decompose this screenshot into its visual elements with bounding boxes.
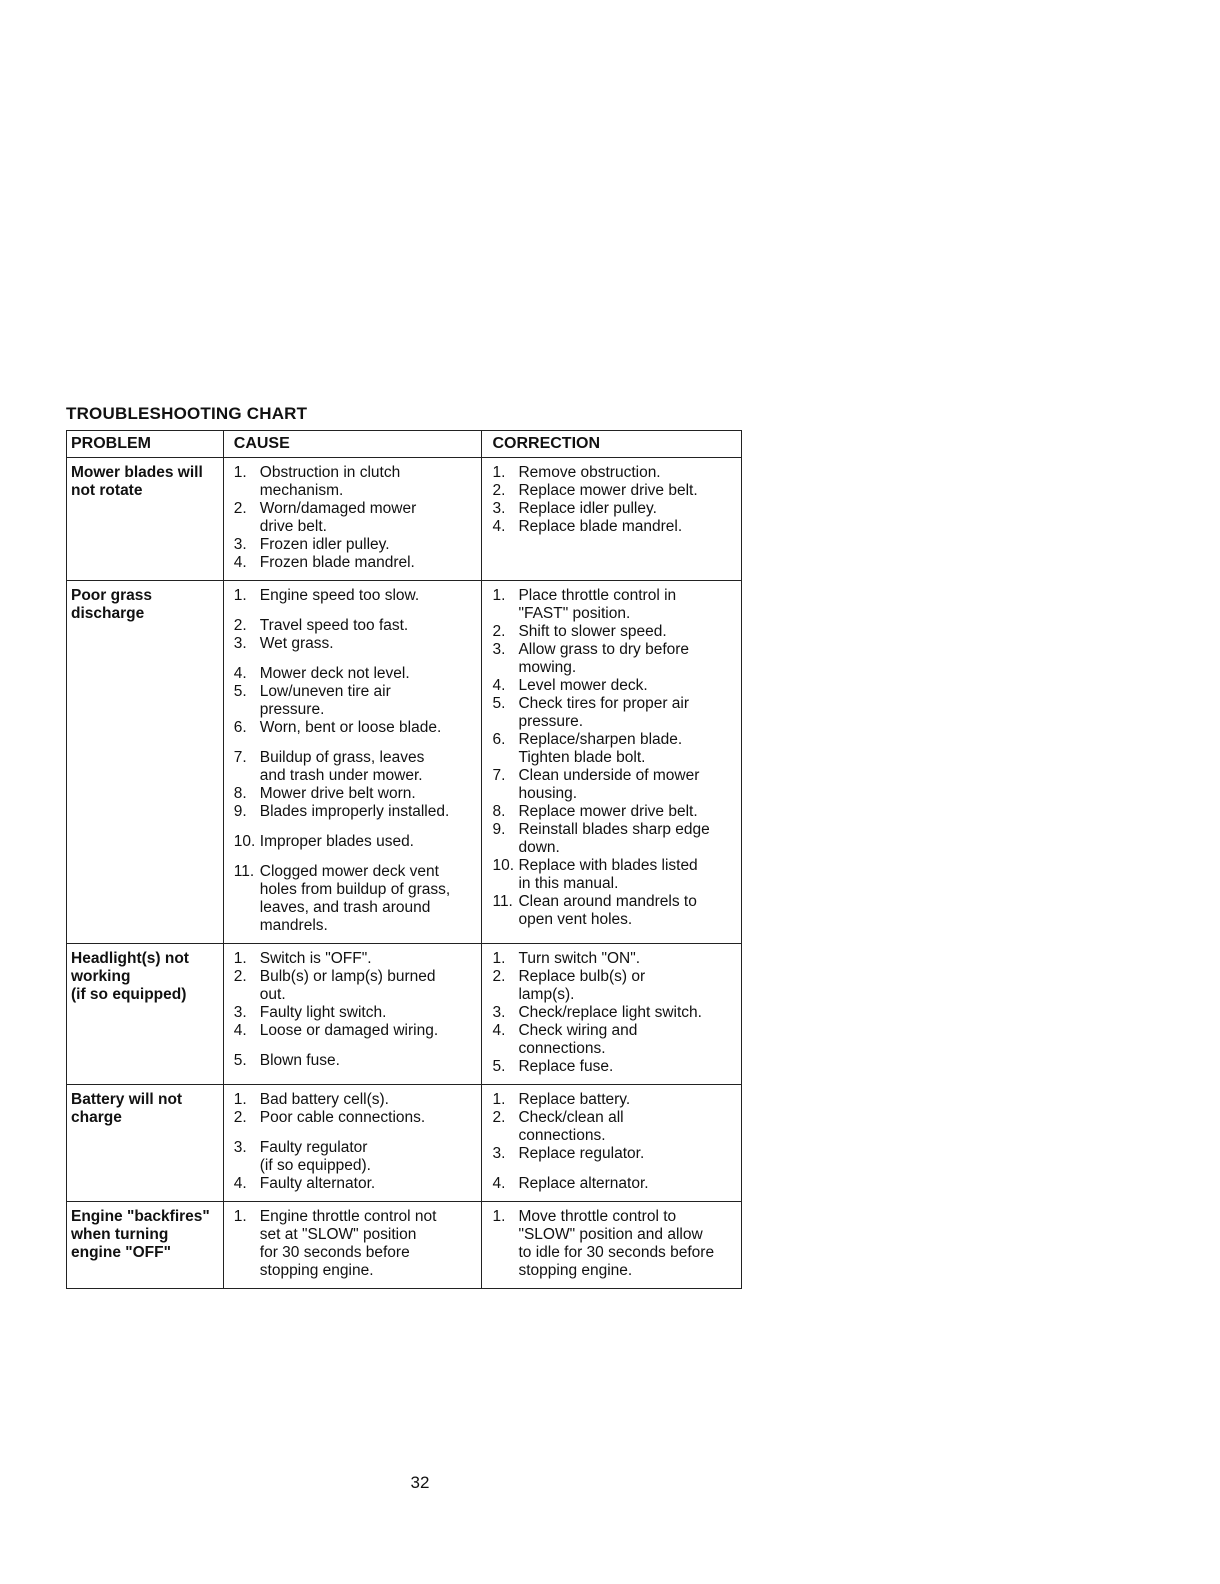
item-number: 1.	[492, 587, 506, 604]
item-number: 1.	[233, 1208, 247, 1225]
problem-text: Engine "backfires" when turning engine "OFF"	[71, 1208, 210, 1261]
item-number: 9.	[233, 803, 247, 820]
correction-item: 7. Clean underside of mower housing.	[492, 767, 700, 802]
table-row	[67, 1085, 742, 1202]
correction-item: 2. Shift to slower speed.	[492, 623, 667, 640]
item-number: 4.	[233, 665, 247, 682]
table-body	[67, 458, 742, 1289]
correction-item: 1. Replace battery.	[492, 1091, 631, 1108]
correction-item: 4. Check wiring and connections.	[492, 1022, 638, 1057]
item-number: 1.	[492, 1091, 506, 1108]
item-number: 5.	[233, 683, 247, 700]
correction-item: 1. Move throttle control to "SLOW" position and allow to idle for 30 seconds before stopping engine.	[492, 1208, 715, 1279]
cause-item: 6. Worn, bent or loose blade.	[233, 719, 442, 736]
cause-list	[234, 464, 476, 572]
cause-item: 3. Wet grass.	[233, 635, 334, 652]
item-number: 9.	[492, 821, 506, 838]
item-number: 7.	[233, 749, 247, 766]
item-number: 2.	[233, 500, 247, 517]
cause-list	[234, 1208, 476, 1280]
table-row	[67, 944, 742, 1085]
cause-item: 4. Faulty alternator.	[233, 1175, 376, 1192]
item-number: 1.	[233, 464, 247, 481]
correction-cell	[482, 1202, 742, 1289]
header-correction: CORRECTION	[482, 431, 742, 458]
cause-list	[234, 587, 476, 935]
cause-item: 1. Obstruction in clutch mechanism.	[233, 464, 401, 499]
correction-item: 2. Replace mower drive belt.	[492, 482, 698, 499]
cause-cell	[223, 944, 482, 1085]
item-number: 11.	[233, 863, 255, 880]
cause-item: 1. Bad battery cell(s).	[233, 1091, 389, 1108]
cause-item: 5. Blown fuse.	[233, 1052, 340, 1069]
problem-text: Mower blades will not rotate	[71, 464, 203, 499]
correction-item: 4. Replace alternator.	[492, 1175, 649, 1192]
correction-list	[492, 950, 735, 1076]
cause-item: 11. Clogged mower deck vent holes from buildup of grass, leaves, and trash around mandrels.	[233, 863, 451, 934]
item-number: 4.	[492, 1175, 506, 1192]
correction-item: 3. Allow grass to dry before mowing.	[492, 641, 690, 676]
item-number: 3.	[492, 500, 506, 517]
correction-item: 3. Check/replace light switch.	[492, 1004, 702, 1021]
cause-item: 3. Frozen idler pulley.	[233, 536, 390, 553]
correction-item: 8. Replace mower drive belt.	[492, 803, 698, 820]
item-number: 3.	[492, 1004, 506, 1021]
cause-item: 4. Loose or damaged wiring.	[233, 1022, 439, 1039]
item-number: 1.	[492, 464, 506, 481]
item-number: 4.	[492, 1022, 506, 1039]
correction-list	[492, 1208, 735, 1280]
item-number: 5.	[492, 1058, 506, 1075]
correction-item: 9. Reinstall blades sharp edge down.	[492, 821, 710, 856]
cause-cell	[223, 1085, 482, 1202]
correction-item: 4. Level mower deck.	[492, 677, 648, 694]
item-number: 10.	[233, 833, 256, 850]
problem-text: Battery will not charge	[71, 1091, 183, 1126]
item-number: 3.	[233, 1139, 247, 1156]
cause-cell	[223, 1202, 482, 1289]
cause-item: 5. Low/uneven tire air pressure.	[233, 683, 391, 718]
cause-item: 4. Frozen blade mandrel.	[233, 554, 415, 571]
item-number: 2.	[492, 968, 506, 985]
item-number: 3.	[492, 641, 506, 658]
correction-list	[492, 464, 735, 536]
item-number: 8.	[233, 785, 247, 802]
item-number: 7.	[492, 767, 506, 784]
cause-cell	[223, 458, 482, 581]
cause-item: 2. Travel speed too fast.	[233, 617, 409, 634]
correction-item: 11. Clean around mandrels to open vent holes.	[492, 893, 697, 928]
item-number: 1.	[233, 1091, 247, 1108]
correction-item: 10. Replace with blades listed in this manual.	[492, 857, 698, 892]
cause-item: 2. Bulb(s) or lamp(s) burned out.	[233, 968, 436, 1003]
correction-item: 2. Check/clean all connections.	[492, 1109, 624, 1144]
item-number: 5.	[492, 695, 506, 712]
problem-cell	[67, 1202, 224, 1289]
cause-list	[234, 950, 476, 1070]
correction-item: 2. Replace bulb(s) or lamp(s).	[492, 968, 646, 1003]
item-number: 1.	[492, 950, 506, 967]
item-number: 1.	[492, 1208, 506, 1225]
item-number: 4.	[233, 554, 247, 571]
item-number: 2.	[233, 968, 247, 985]
problem-text: Headlight(s) not working (if so equipped)	[71, 950, 189, 1003]
correction-item: 5. Check tires for proper air pressure.	[492, 695, 690, 730]
problem-cell	[67, 581, 224, 944]
correction-item: 3. Replace idler pulley.	[492, 500, 657, 517]
item-number: 3.	[233, 1004, 247, 1021]
problem-text: Poor grass discharge	[71, 587, 152, 622]
item-number: 2.	[233, 1109, 247, 1126]
item-number: 3.	[492, 1145, 506, 1162]
table-row	[67, 581, 742, 944]
item-number: 1.	[233, 587, 247, 604]
cause-list	[234, 1091, 476, 1193]
cause-cell	[223, 581, 482, 944]
table-row	[67, 458, 742, 581]
item-number: 10.	[492, 857, 515, 874]
cause-item: 1. Switch is "OFF".	[233, 950, 372, 967]
problem-cell	[67, 944, 224, 1085]
correction-item: 3. Replace regulator.	[492, 1145, 645, 1162]
item-number: 11.	[492, 893, 513, 910]
header-problem: PROBLEM	[67, 431, 224, 458]
item-number: 5.	[233, 1052, 247, 1069]
cause-item: 7. Buildup of grass, leaves and trash under mower.	[233, 749, 425, 784]
item-number: 6.	[233, 719, 247, 736]
header-cause: CAUSE	[223, 431, 482, 458]
correction-list	[492, 1091, 735, 1193]
correction-item: 1. Remove obstruction.	[492, 464, 661, 481]
correction-item: 1. Place throttle control in "FAST" position.	[492, 587, 677, 622]
item-number: 4.	[233, 1022, 247, 1039]
item-number: 4.	[233, 1175, 247, 1192]
cause-item: 1. Engine speed too slow.	[233, 587, 420, 604]
cause-item: 1. Engine throttle control not set at "SLOW" position for 30 seconds before stopping engine.	[233, 1208, 437, 1279]
cause-item: 8. Mower drive belt worn.	[233, 785, 416, 802]
correction-item: 1. Turn switch "ON".	[492, 950, 641, 967]
table-row	[67, 1202, 742, 1289]
correction-cell	[482, 1085, 742, 1202]
item-number: 3.	[233, 635, 247, 652]
item-number: 1.	[233, 950, 247, 967]
cause-item: 2. Poor cable connections.	[233, 1109, 426, 1126]
cause-item: 3. Faulty light switch.	[233, 1004, 387, 1021]
item-number: 2.	[492, 1109, 506, 1126]
item-number: 4.	[492, 677, 506, 694]
correction-cell	[482, 458, 742, 581]
cause-item: 10. Improper blades used.	[233, 833, 414, 850]
page-number: 32	[410, 1473, 430, 1492]
correction-item: 6. Replace/sharpen blade. Tighten blade bolt.	[492, 731, 683, 766]
problem-cell	[67, 1085, 224, 1202]
cause-item: 3. Faulty regulator (if so equipped).	[233, 1139, 371, 1174]
correction-cell	[482, 944, 742, 1085]
troubleshooting-table	[66, 430, 742, 1289]
cause-item: 2. Worn/damaged mower drive belt.	[233, 500, 417, 535]
correction-cell	[482, 581, 742, 944]
chart-title: TROUBLESHOOTING CHART	[66, 404, 308, 423]
item-number: 6.	[492, 731, 506, 748]
item-number: 2.	[492, 623, 506, 640]
item-number: 2.	[492, 482, 506, 499]
problem-cell	[67, 458, 224, 581]
correction-item: 4. Replace blade mandrel.	[492, 518, 683, 535]
correction-list	[492, 587, 735, 929]
item-number: 8.	[492, 803, 506, 820]
item-number: 4.	[492, 518, 506, 535]
item-number: 2.	[233, 617, 247, 634]
item-number: 3.	[233, 536, 247, 553]
header-row	[67, 431, 742, 458]
cause-item: 4. Mower deck not level.	[233, 665, 410, 682]
correction-item: 5. Replace fuse.	[492, 1058, 614, 1075]
cause-item: 9. Blades improperly installed.	[233, 803, 450, 820]
